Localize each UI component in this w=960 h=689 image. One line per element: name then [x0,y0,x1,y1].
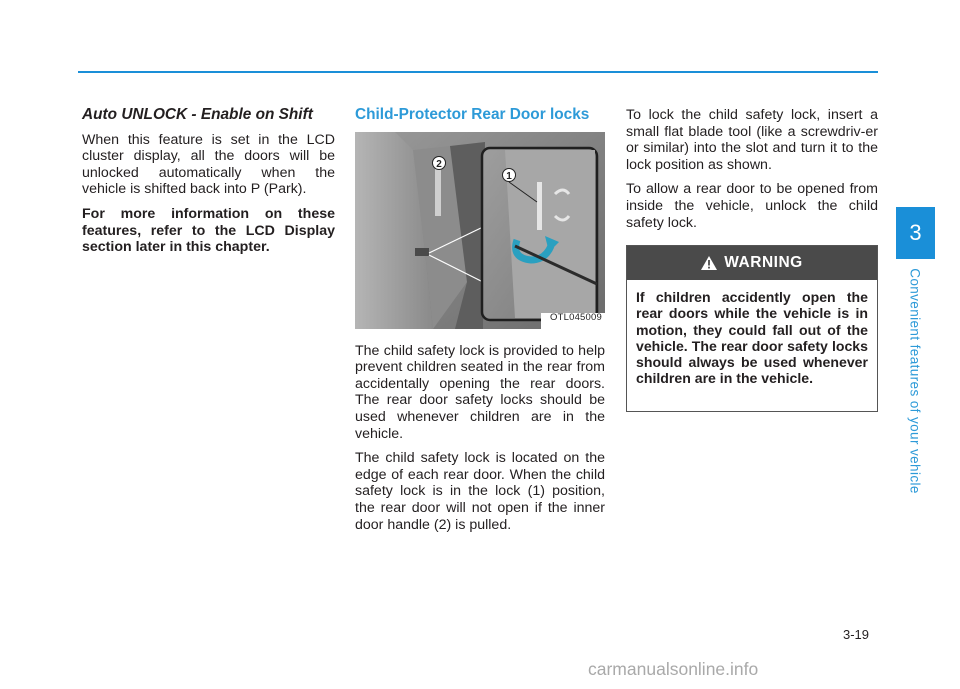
chapter-title-vertical [903,268,927,493]
lock-slot-small [415,248,429,256]
child-lock-figure [355,132,605,329]
warning-header [627,246,877,280]
warning-text: If children accidently open the rear doors while the vehicle is in motion, they could fall out of the vehicle. The rear door safety locks should always be used whenever children are in the vehicle. [636,289,868,387]
lcd-display-note: For more information on these features, refer to the LCD Display section later in this chapter. [82,205,335,256]
callout-2-label: 2 [436,158,442,170]
inset-lock-lever [537,182,542,230]
section-heading-child-protector: Child-Protector Rear Door locks [355,106,590,123]
child-lock-illustration [355,132,605,329]
warning-title: WARNING [724,253,803,271]
column-left [82,107,335,264]
top-rule [78,71,878,73]
section-heading-auto-unlock: Auto UNLOCK - Enable on Shift [82,106,313,123]
column-right [626,107,878,412]
figure-code: OTL045009 [550,312,602,323]
child-lock-paragraph-1: The child safety lock is provided to help prevent children seated in the rear from accidentally opening the rear doors. The rear door safety locks should be used whenever children are in the vehicle. [355,342,605,442]
unlock-instructions-paragraph: To allow a rear door to be opened from inside the vehicle, unlock the child safety lock. [626,181,878,231]
watermark: carmanualsonline.info [588,659,759,679]
chapter-title: Convenient features of your vehicle [907,267,923,494]
page-number: 3-19 [843,627,870,642]
inset-door-edge [505,150,595,318]
warning-triangle-icon [701,256,717,270]
auto-unlock-paragraph: When this feature is set in the LCD cluster display, all the doors will be unlocked automatically when the vehicle is shifted back into P (Park). [82,131,335,198]
chapter-tab: 3 [896,207,935,259]
column-middle [355,107,605,541]
child-lock-paragraph-2: The child safety lock is located on the edge of each rear door. When the child safety lock is in the lock (1) position, the rear door will not open if the inner door handle (2) is pulled. [355,450,605,533]
warning-box [626,245,878,412]
lock-instructions-paragraph: To lock the child safety lock, insert a small flat blade tool (like a screwdriv-er or similar) into the slot and turn it to the lock position as shown. [626,107,878,173]
callout-1-label: 1 [506,170,512,182]
